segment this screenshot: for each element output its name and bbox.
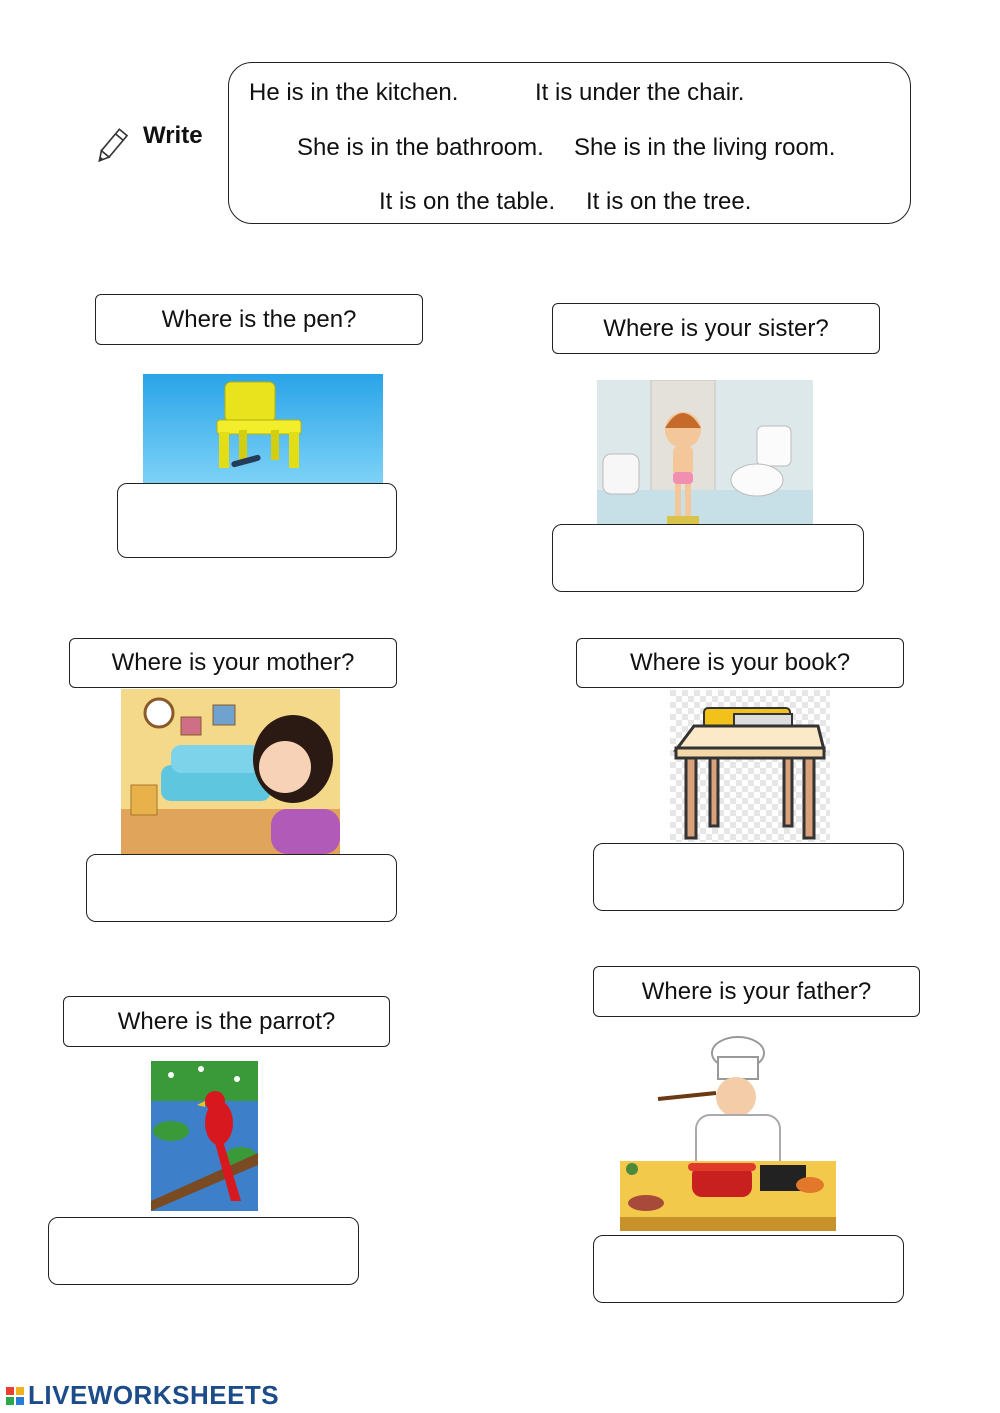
living-room-woman-picture: [121, 689, 340, 854]
parrot-tree-picture: [151, 1061, 258, 1211]
word-bank: [228, 62, 911, 224]
answer-box[interactable]: [48, 1217, 359, 1285]
chef-kitchen-picture: [620, 1035, 836, 1231]
bathroom-girl-picture: [597, 380, 813, 526]
word-bank-phrase: It is on the tree.: [586, 188, 752, 215]
question-label: Where is your book?: [576, 638, 904, 688]
chair-pen-picture: [143, 374, 383, 486]
word-bank-phrase: She is in the bathroom.: [297, 134, 544, 161]
question-label: Where is your father?: [593, 966, 920, 1017]
write-instruction: Write: [143, 122, 203, 149]
liveworksheets-logo[interactable]: [6, 1380, 279, 1411]
brand-name: LIVEWORKSHEETS: [28, 1380, 280, 1410]
question-label: Where is your mother?: [69, 638, 397, 688]
book-on-table-picture: [670, 690, 830, 842]
question-label: Where is the pen?: [95, 294, 423, 345]
word-bank-phrase: It is under the chair.: [535, 79, 745, 106]
pencil-icon: [90, 126, 132, 168]
word-bank-phrase: She is in the living room.: [574, 134, 836, 161]
answer-box[interactable]: [117, 483, 397, 558]
question-label: Where is your sister?: [552, 303, 880, 354]
question-label: Where is the parrot?: [63, 996, 390, 1047]
answer-box[interactable]: [552, 524, 864, 592]
word-bank-phrase: It is on the table.: [379, 188, 556, 215]
answer-box[interactable]: [593, 843, 904, 911]
word-bank-phrase: He is in the kitchen.: [249, 79, 459, 106]
answer-box[interactable]: [593, 1235, 904, 1303]
answer-box[interactable]: [86, 854, 397, 922]
logo-squares-icon: [6, 1387, 24, 1405]
